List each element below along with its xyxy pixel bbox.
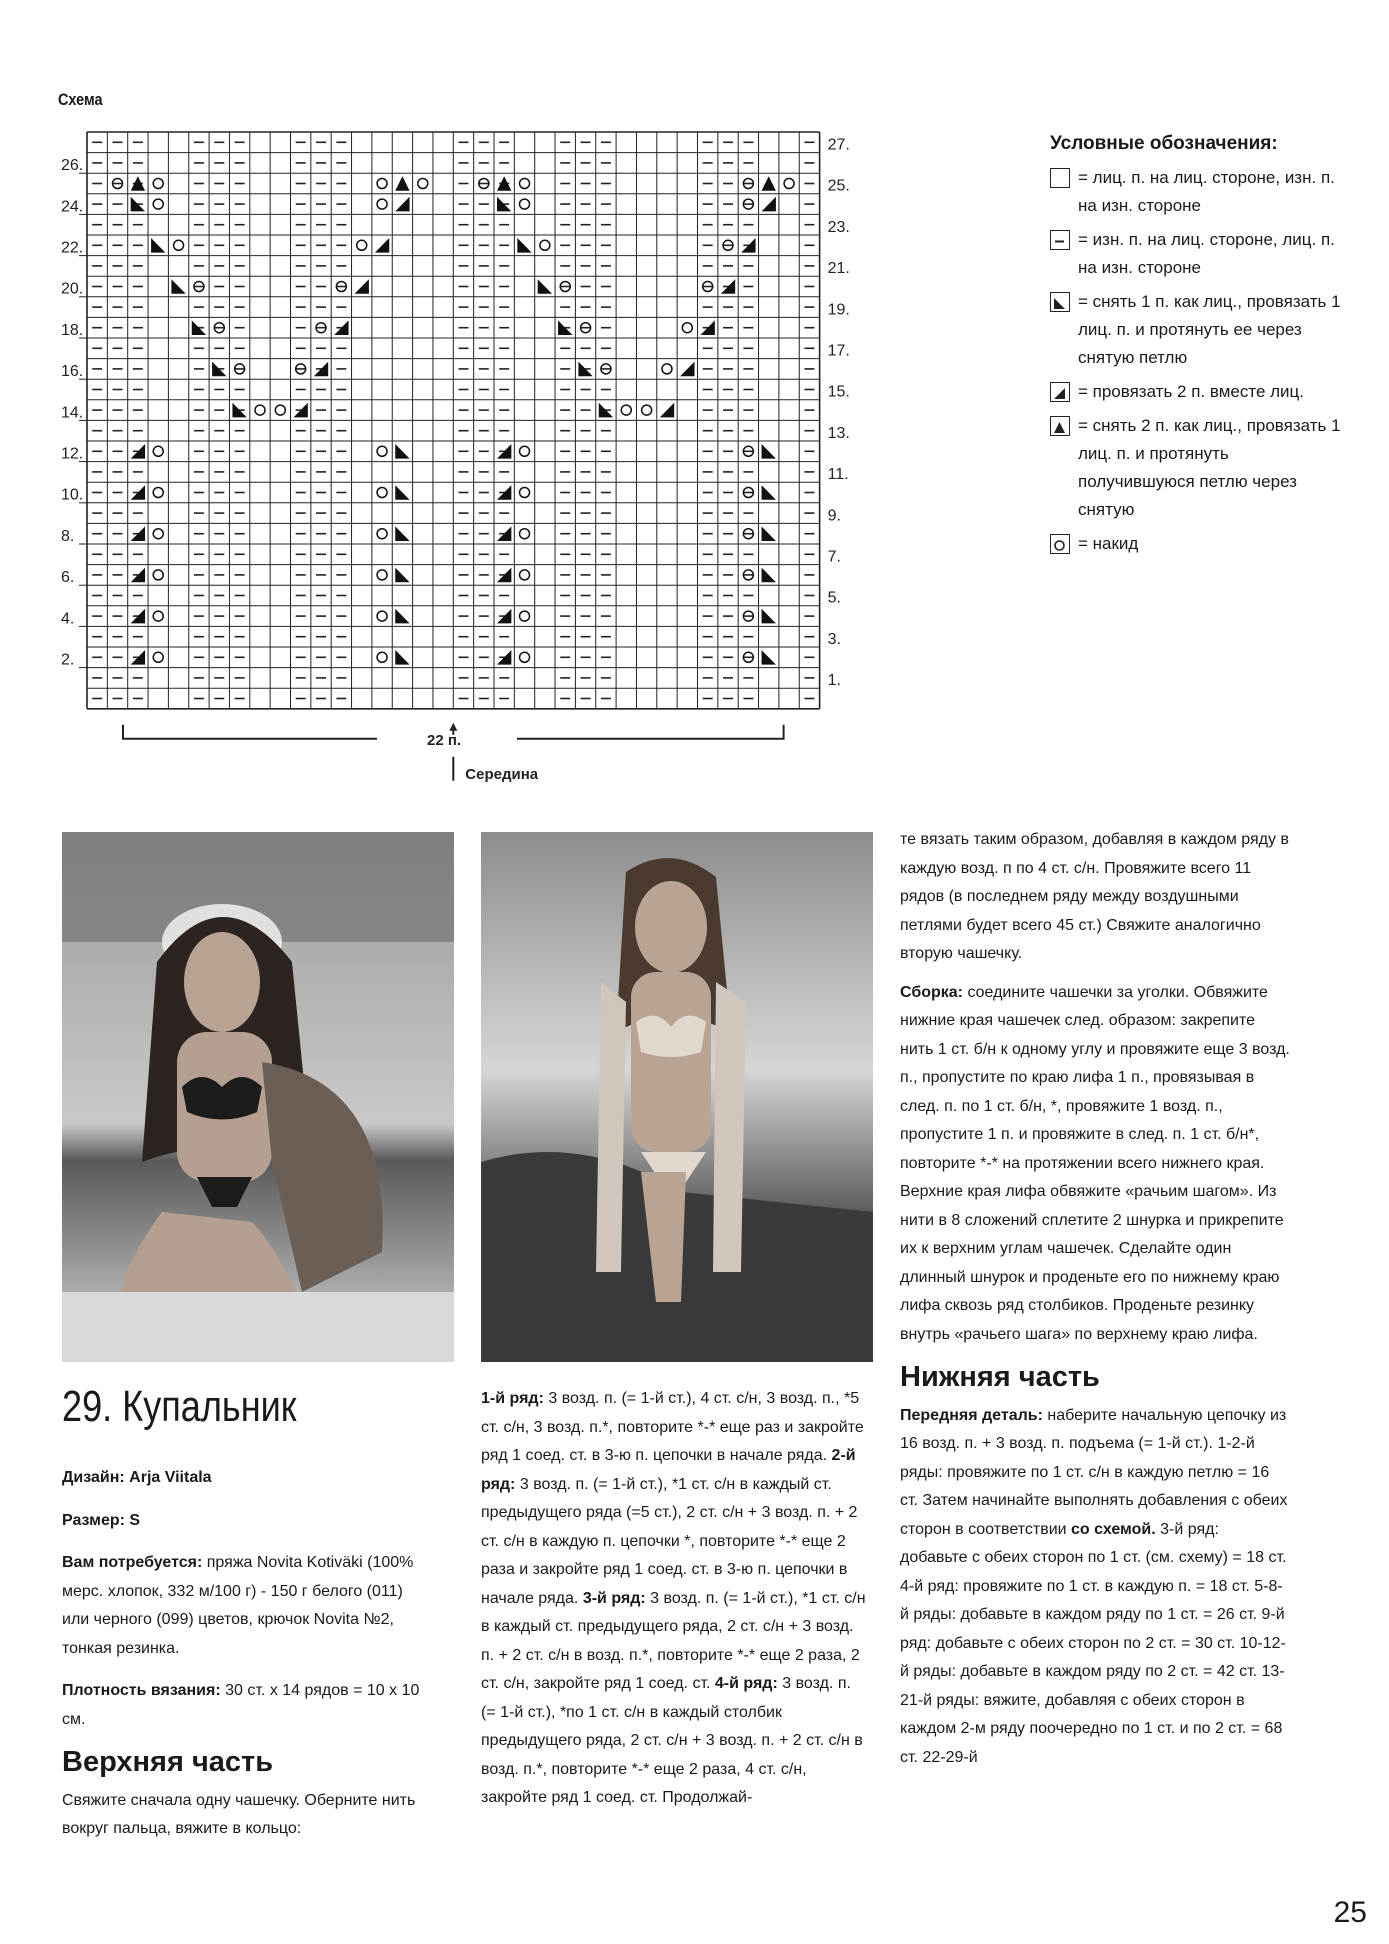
row-number-left: 24. [61,198,84,216]
row-text: 3 возд. п. (= 1-й ст.), *1 ст. с/н в каждый ст. предыдущего ряда (=5 ст.), 2 ст. с/н + 3 возд. п. + 2 ст. с/н в каждую п. цепочки *, повторите *-* еще 2 раза и закройте ряд 1 соед. ст. в 3-ю п. цепочки в начале ряда. [481,1475,858,1607]
legend-item [1050,226,1350,282]
decrease-mark [497,568,511,583]
row-number-right: 7. [827,548,841,566]
legend-item [1050,288,1350,372]
yarn-over-mark [377,611,387,621]
yarn-over-mark [153,611,163,621]
yarn-over-mark [377,488,387,498]
yarn-over-mark [540,240,550,250]
assembly-label: Сборка: [900,983,964,1001]
decrease-mark [395,609,409,624]
yarn-over-mark [642,405,652,415]
yarn-over-mark [520,652,530,662]
row-number-left: 14. [61,404,84,422]
yarn-over-mark [275,405,285,415]
decrease-mark [151,238,165,253]
decrease-mark [131,197,145,212]
decrease-mark [762,650,776,665]
decrease-mark [517,238,531,253]
legend-text: = накид [1078,534,1139,553]
density-text: 30 ст. х 14 рядов = 10 х 10 см. [62,1682,420,1728]
width-label: 22 п. [427,731,462,749]
decrease-mark [314,362,328,377]
decrease-mark [762,197,776,212]
decrease-mark [131,650,145,665]
decrease-mark [334,320,348,335]
center-label: Середина [465,765,539,783]
yarn-over-mark [153,446,163,456]
decrease-mark [395,650,409,665]
schema-title: Схема [58,90,103,109]
decrease-mark [762,526,776,541]
row-number-right: 9. [827,507,841,525]
yarn-over-mark [153,570,163,580]
yarn-over-mark [682,323,692,333]
col3-intro: те вязать таким образом, добавляя в каждом ряду в каждую возд. п по 4 ст. с/н. Провяжите всего 11 рядов (в последнем ряду между воздушными петлями будет всего 45 ст.) Свяжите аналогично вторую чашечку. [900,831,1289,962]
decrease-mark [131,176,145,191]
top-part-intro: Свяжите сначала одну чашечку. Оберните нить вокруг пальца, вяжите в кольцо: [62,1791,416,1837]
decrease-mark [395,568,409,583]
row-number-right: 3. [827,630,841,648]
yarn-over-mark [621,405,631,415]
decrease-mark [131,485,145,500]
yarn-over-mark [153,199,163,209]
front-bold: со схемой. [1071,1520,1156,1538]
row-number-left: 8. [61,527,75,545]
row-number-right: 1. [827,672,841,690]
density-label: Плотность вязания: [62,1682,221,1699]
photo-image [481,832,873,1362]
width-bracket [517,725,784,739]
yarn-over-mark [377,529,387,539]
yarn-over-mark [520,199,530,209]
empty-square-icon [1050,168,1070,188]
yarn-over-mark [357,240,367,250]
decrease-mark [578,362,592,377]
decrease-mark [721,279,735,294]
row-text: 3 возд. п. (= 1-й ст.), *1 ст. с/н в каждый ст. предыдущего ряда, 2 ст. с/н + 3 возд. п. + 2 ст. с/н в возд. п.*, повторите *-* еще 2 раза, 2 ст. с/н, закройте ряд 1 соед. ст. [481,1589,866,1692]
decrease-mark [497,176,511,191]
row-text: 3 возд. п. (= 1-й ст.), *по 1 ст. с/н в каждый столбик предыдущего ряда, 2 ст. с/н + 3 возд. п. + 2 ст. с/н в возд. п.*, повторите *-* еще 2 раза, 4 ст. с/н, закройте ряд 1 соед. ст. Продолжай- [481,1675,863,1806]
row-number-left: 16. [61,363,84,381]
decrease-mark [762,609,776,624]
row-number-right: 27. [827,136,850,154]
size-label: Размер: [62,1511,125,1529]
left-triangle-icon [1050,382,1070,402]
decrease-mark [762,568,776,583]
yarn-over-mark [784,179,794,189]
row-number-right: 21. [827,260,850,278]
decrease-mark [192,320,206,335]
row-label: 1-й ряд: [481,1390,544,1407]
yarn-over-mark [153,652,163,662]
decrease-mark [375,238,389,253]
photo-model-beach [481,832,873,1362]
decrease-mark [741,238,755,253]
yarn-over-mark [377,570,387,580]
decrease-mark [538,279,552,294]
legend-text: = снять 2 п. как лиц., провязать 1 лиц. п. и протянуть получившуюся петлю через снятую [1078,416,1341,519]
yarn-over-mark [255,405,265,415]
yarn-over-mark [377,179,387,189]
decrease-mark [131,568,145,583]
decrease-mark [701,320,715,335]
article-title: 29. Купальник [62,1382,297,1431]
yarn-over-mark [153,179,163,189]
row-number-left: 10. [61,486,84,504]
row-number-left: 6. [61,569,75,587]
photo-model-flower-crown [62,832,454,1362]
yarn-over-mark [520,611,530,621]
design-label: Дизайн: [62,1469,125,1486]
decrease-mark [497,197,511,212]
decrease-mark [680,362,694,377]
row-label: 4-й ряд: [714,1675,778,1692]
front-label: Передняя деталь: [900,1406,1043,1424]
yarn-over-mark [520,529,530,539]
decrease-mark [660,403,674,418]
yarn-over-mark [174,240,184,250]
size-value: S [129,1511,141,1529]
front-text-b: 3-й ряд: добавьте с обеих сторон по 1 ст. (см. схему) = 18 ст. 4-й ряд: провяжите по 1 ст. в каждую п. = 18 ст. 5-8-й ряды: добавьте в каждом ряду по 1 ст. = 26 ст. 9-й ряд: добавьте с обеих сторон по 2 ст. = 30 ст. 10-12-й ряды: добавьте в каждом ряду по 2 ст. = 42 ст. 13-21-й ряды: вяжите, добавляя с обеих сторон в каждом 2-м ряду поочередно по 1 ст. и по 2 ст. = 68 ст. 22-29-й [900,1520,1287,1766]
yarn-over-mark [153,529,163,539]
row-number-right: 13. [827,424,850,442]
legend-title: Условные обозначения: [1050,133,1278,154]
up-triangle-icon [1050,416,1070,436]
assembly-column [900,826,1290,1772]
row-number-right: 17. [827,342,850,360]
row-text: 3 возд. п. (= 1-й ст.), 4 ст. с/н, 3 возд. п., *5 ст. с/н, 3 возд. п.*, повторите *-* еще раз и закройте ряд 1 соед. ст. в 3-ю п. цепочки в начале ряда. [481,1390,864,1464]
decrease-mark [395,197,409,212]
legend-text: = изн. п. на лиц. стороне, лиц. п. на изн. стороне [1078,230,1335,277]
legend-item [1050,378,1350,406]
assembly-text: соедините чашечки за уголки. Обвяжите нижние края чашечек след. образом: закрепите нить 1 ст. б/н к одному углу и провяжите еще 3 возд. п., пропустите по краю лифа 1 п., провязывая в след. п. по 1 ст. б/н, *, провяжите 1 возд. п., пропустите 1 п. и провяжите в след. п. 1 ст. б/н*, повторите *-* на протяжении всего нижнего края. Верхние края лифа обвяжите «рачьим шагом». Из нити в 8 сложений сплетите 2 шнурка и прикрепите их к верхним углам чашечек. Сделайте один длинный шнурок и проденьте его по нижнему краю лифа сквозь ряд столбиков. Проденьте резинку внутрь «рачьего шага» по верхнему краю лифа. [900,983,1290,1343]
yarn-over-mark [520,446,530,456]
decrease-mark [171,279,185,294]
chart-legend [1050,130,1350,564]
legend-text: = провязать 2 п. вместе лиц. [1078,382,1305,401]
row-number-left: 4. [61,610,75,628]
decrease-mark [395,485,409,500]
row-number-right: 15. [827,383,850,401]
yarn-over-mark [153,488,163,498]
yarn-over-mark [377,199,387,209]
row-label: 3-й ряд: [582,1589,646,1607]
circle-icon [1050,534,1070,554]
yarn-over-mark [377,446,387,456]
row-number-right: 25. [827,177,850,195]
top-part-heading: Верхняя часть [62,1746,274,1778]
bottom-part-heading: Нижняя часть [900,1361,1100,1393]
row-number-right: 11. [827,466,849,484]
decrease-mark [395,526,409,541]
yarn-over-mark [662,364,672,374]
row-number-left: 20. [61,280,84,298]
row-number-right: 19. [827,301,850,319]
row-number-left: 12. [61,445,84,463]
row-number-left: 2. [61,651,75,669]
row-number-left: 18. [61,321,84,339]
right-triangle-icon [1050,292,1070,312]
decrease-mark [762,485,776,500]
row-number-left: 22. [61,239,84,257]
yarn-over-mark [377,652,387,662]
legend-item [1050,164,1350,220]
design-value: Arja Viitala [129,1469,212,1486]
row-number-right: 5. [827,589,841,607]
yarn-over-mark [418,179,428,189]
decrease-mark [558,320,572,335]
decrease-mark [762,444,776,459]
article-info [62,1464,432,1844]
legend-text: = снять 1 п. как лиц., провязать 1 лиц. п. и протянуть ее через снятую петлю [1078,292,1341,367]
decrease-mark [212,362,226,377]
decrease-mark [395,176,409,191]
front-text-a: наберите начальную цепочку из 16 возд. п. + 3 возд. п. подъема (= 1-й ст.). 1-2-й ряды: провяжите по 1 ст. с/н в каждую петлю = 16 ст. Затем начинайте выполнять добавления с обеих сторон в соответствии [900,1406,1288,1538]
legend-item [1050,412,1350,524]
decrease-mark [762,176,776,191]
yarn-over-mark [520,488,530,498]
legend-item [1050,530,1350,558]
yarn-over-mark [520,570,530,580]
page-number: 25 [1333,1896,1367,1929]
yarn-over-mark [520,179,530,189]
row-number-left: 26. [61,157,84,175]
materials-label: Вам потребуется: [62,1554,203,1571]
materials-text: пряжа Novita Kotiväki (100% мерс. хлопок, 332 м/100 г) - 150 г белого (011) или черного (099) цветов, крючок Novita №2, тонкая резинка. [62,1554,414,1657]
dash-square-icon [1050,230,1070,250]
photo-image [62,832,454,1362]
row-number-right: 23. [827,218,850,236]
legend-text: = лиц. п. на лиц. стороне, изн. п. на изн. стороне [1078,168,1335,215]
decrease-mark [355,279,369,294]
decrease-mark [395,444,409,459]
rows-instructions [481,1385,866,1813]
row-label: 2-й ряд: [481,1447,856,1493]
decrease-mark [131,526,145,541]
width-bracket [123,725,377,739]
